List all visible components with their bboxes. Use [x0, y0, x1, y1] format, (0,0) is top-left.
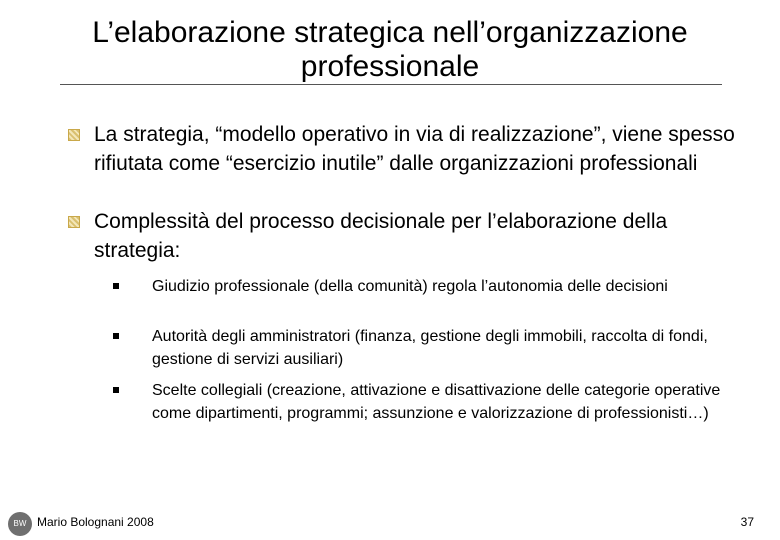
- sub-bullet-item: [112, 379, 732, 425]
- bullet-item: [68, 207, 748, 265]
- sub-bullet-square-icon: [113, 333, 119, 339]
- title-line-2: professionale: [300, 50, 480, 83]
- footer-author: Mario Bolognani 2008: [37, 515, 154, 529]
- sub-bullet-text: Autorità degli amministratori (finanza, gestione degli immobili, raccolta di fondi, gestione di servizi ausiliari): [152, 328, 708, 368]
- sub-bullet-square-icon: [113, 283, 119, 289]
- sub-bullet-text: Scelte collegiali (creazione, attivazione e disattivazione delle categorie operative come dipartimenti, programmi; assunzione e valorizzazione di professionisti…): [152, 382, 721, 422]
- sub-bullet-square-icon: [113, 387, 119, 393]
- bullet-text: Complessità del processo decisionale per l’elaborazione della strategia:: [94, 210, 668, 262]
- sub-bullet-text: Giudizio professionale (della comunità) regola l’autonomia delle decisioni: [152, 278, 668, 295]
- title-line-1: L’elaborazione strategica nell’organizzazione: [92, 16, 688, 49]
- bullet-text: La strategia, “modello operativo in via di realizzazione”, viene spesso rifiutata come “esercizio inutile” dalle organizzazioni professionali: [94, 123, 735, 175]
- slide-title: [60, 16, 720, 84]
- bullet-item: [68, 120, 748, 178]
- bullet-square-icon: [68, 216, 80, 228]
- sub-bullet-item: [112, 325, 732, 371]
- page-number: 37: [740, 515, 754, 529]
- bullet-square-icon: [68, 129, 80, 141]
- sub-bullet-item: [112, 275, 732, 298]
- logo-icon: BW: [8, 512, 32, 536]
- title-divider: [60, 84, 722, 85]
